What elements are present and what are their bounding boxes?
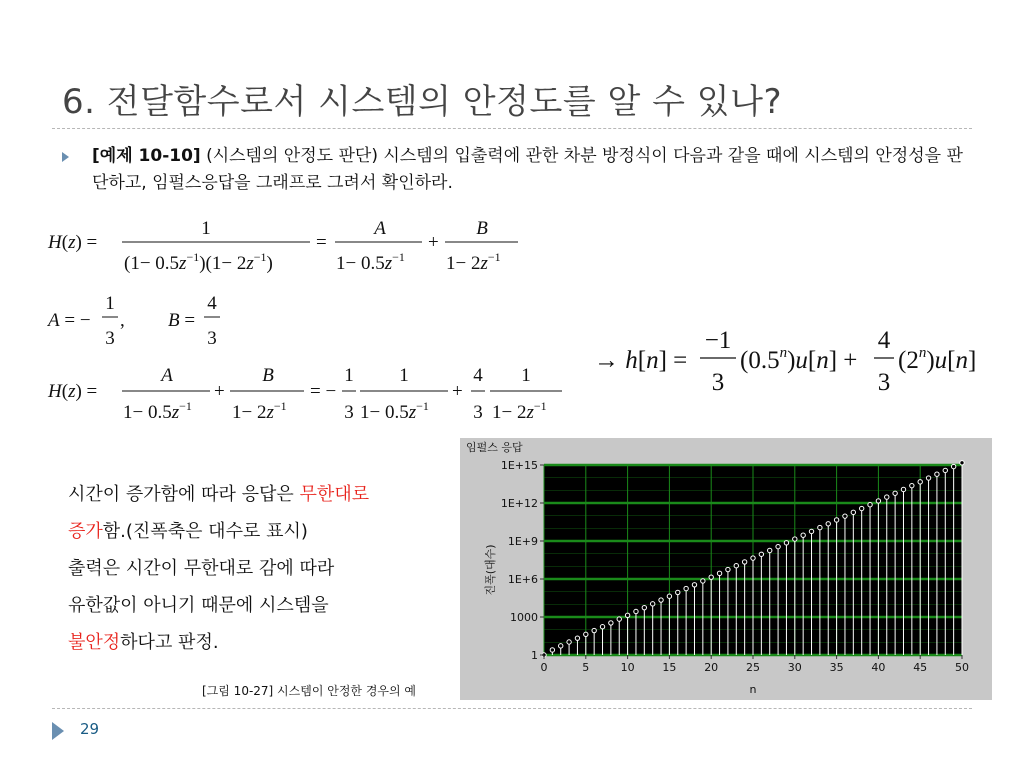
svg-text:B: B bbox=[476, 218, 488, 239]
stem-marker bbox=[868, 503, 872, 507]
stem-marker bbox=[759, 552, 763, 556]
observation-line-4: 유한값이 아니기 때문에 시스템을 bbox=[68, 595, 329, 616]
svg-text:1: 1 bbox=[344, 365, 354, 386]
stem-marker bbox=[575, 636, 579, 640]
title-divider bbox=[52, 128, 972, 129]
stem-marker bbox=[726, 567, 730, 571]
obs-line5-emphasis: 불안정 bbox=[68, 632, 121, 653]
x-tick-label: 45 bbox=[913, 661, 928, 674]
svg-text:4: 4 bbox=[207, 293, 217, 314]
y-tick-label: 1E+6 bbox=[507, 573, 538, 586]
stem-marker bbox=[701, 579, 705, 583]
equation-4 bbox=[590, 320, 1010, 400]
stem-marker bbox=[776, 544, 780, 548]
svg-text:=: = bbox=[316, 232, 327, 253]
svg-text:3: 3 bbox=[344, 402, 354, 423]
stem-marker bbox=[717, 571, 721, 575]
stem-marker bbox=[584, 632, 588, 636]
obs-line2-plain: 함.(진폭축은 대수로 표시) bbox=[102, 521, 308, 542]
svg-text:1− 2z−1: $1- 2z^{-1}$ bbox=[232, 399, 287, 423]
stem-marker bbox=[650, 602, 654, 606]
stem-marker bbox=[734, 564, 738, 568]
x-tick-label: 50 bbox=[955, 661, 969, 674]
y-tick-label: 1E+9 bbox=[507, 535, 538, 548]
chart-x-axis-label: n bbox=[749, 683, 757, 696]
svg-text:→ h[n] =: → h[n] = bbox=[594, 347, 688, 374]
svg-text:B =: B = bbox=[168, 310, 196, 331]
stem-marker bbox=[834, 518, 838, 522]
stem-marker bbox=[818, 525, 822, 529]
example-label: [예제 10-10] bbox=[92, 146, 201, 166]
svg-text:(1− 0.5z−1)(1− 2z−1): $(1- 0.5z^{-1})(1- 2z^{-1})$ bbox=[124, 250, 273, 274]
svg-text:3: 3 bbox=[877, 369, 891, 396]
stem-marker bbox=[893, 491, 897, 495]
stem-marker bbox=[935, 472, 939, 476]
x-tick-label: 5 bbox=[582, 661, 590, 674]
svg-text:1: 1 bbox=[521, 365, 531, 386]
observation-line-2 bbox=[68, 513, 468, 550]
stem-marker bbox=[550, 648, 554, 652]
y-tick-label: 1 bbox=[531, 649, 538, 662]
stem-marker bbox=[659, 598, 663, 602]
stem-marker bbox=[684, 586, 688, 590]
svg-text:3: 3 bbox=[105, 328, 115, 349]
svg-text:A = −: A = − bbox=[48, 310, 91, 331]
bullet-triangle-icon bbox=[62, 152, 69, 162]
slide-title: 6. 전달함수로서 시스템의 안정도를 알 수 있나? bbox=[62, 82, 783, 122]
x-tick-label: 25 bbox=[746, 661, 760, 674]
obs-line5-plain: 하다고 판정. bbox=[120, 632, 219, 653]
stem-marker bbox=[634, 609, 638, 613]
x-tick-label: 30 bbox=[787, 661, 802, 674]
stem-marker bbox=[667, 594, 671, 598]
stem-marker bbox=[692, 583, 696, 587]
equation-block bbox=[40, 205, 600, 440]
page-triangle-icon bbox=[52, 722, 64, 740]
chart-title: 임펄스 응답 bbox=[466, 441, 523, 454]
x-tick-label: 20 bbox=[704, 661, 719, 674]
x-tick-label: 10 bbox=[620, 661, 635, 674]
y-tick-label: 1E+12 bbox=[500, 497, 538, 510]
svg-text:4: 4 bbox=[473, 365, 483, 386]
stem-marker bbox=[609, 621, 613, 625]
observation-line-3: 출력은 시간이 무한대로 감에 따라 bbox=[68, 558, 335, 579]
stem-marker bbox=[784, 541, 788, 545]
impulse-response-chart bbox=[460, 438, 992, 700]
footer-divider bbox=[52, 708, 972, 709]
obs-line2-emphasis: 증가 bbox=[68, 521, 103, 542]
observation-line-5 bbox=[68, 624, 468, 661]
bullet-text bbox=[92, 143, 967, 197]
figure-caption bbox=[202, 682, 416, 699]
stem-marker bbox=[625, 613, 629, 617]
stem-marker bbox=[943, 468, 947, 472]
svg-text:1: 1 bbox=[201, 218, 211, 239]
chart-y-axis-label: 진폭(대수) bbox=[484, 544, 497, 596]
svg-text:1− 0.5z−1: $1- 0.5z^{-1}$ bbox=[336, 250, 405, 274]
stem-marker bbox=[885, 495, 889, 499]
svg-text:,: , bbox=[120, 310, 125, 331]
caption-label: [그림 10-27] bbox=[202, 684, 274, 698]
equation-2 bbox=[46, 293, 220, 349]
example-description: (시스템의 안정도 판단) 시스템의 입출력에 관한 차분 방정식이 다음과 같을 때에 시스템의 안정성을 판단하고, 임펄스응답을 그래프로 그려서 확인하라. bbox=[92, 146, 963, 193]
svg-text:3: 3 bbox=[473, 402, 483, 423]
x-tick-label: 0 bbox=[540, 661, 548, 674]
stem-marker bbox=[951, 464, 955, 468]
svg-text:1: 1 bbox=[105, 293, 115, 314]
stem-marker bbox=[859, 506, 863, 510]
example-bullet bbox=[62, 143, 967, 197]
svg-text:1− 2z−1: $1- 2z^{-1}$ bbox=[492, 399, 547, 423]
stem-marker bbox=[617, 617, 621, 621]
x-tick-label: 40 bbox=[871, 661, 886, 674]
y-tick-label: 1000 bbox=[510, 611, 538, 624]
stem-marker bbox=[751, 556, 755, 560]
svg-text:H(z) =: H(z) = bbox=[48, 381, 98, 402]
stem-marker bbox=[809, 529, 813, 533]
x-tick-label: 35 bbox=[829, 661, 844, 674]
y-tick-label: 1E+15 bbox=[500, 459, 538, 472]
stem-marker bbox=[826, 522, 830, 526]
svg-text:A: A bbox=[161, 365, 173, 386]
caption-text: 시스템이 안정한 경우의 예 bbox=[273, 684, 417, 698]
stem-marker bbox=[918, 480, 922, 484]
equation-3 bbox=[47, 365, 562, 423]
page-number: 29 bbox=[80, 720, 100, 738]
svg-text:B: B bbox=[262, 365, 274, 386]
svg-text:3: 3 bbox=[207, 328, 217, 349]
stem-marker bbox=[910, 483, 914, 487]
x-tick-label: 15 bbox=[662, 661, 677, 674]
svg-text:4: 4 bbox=[877, 327, 891, 354]
svg-text:(2n)u[n]: (2$^n$)u[n] bbox=[898, 345, 977, 374]
stem-marker bbox=[768, 548, 772, 552]
svg-text:1− 0.5z−1: $1- 0.5z^{-1}$ bbox=[360, 399, 429, 423]
stem-marker bbox=[600, 625, 604, 629]
stem-marker bbox=[926, 476, 930, 480]
svg-text:1− 0.5z−1: $1- 0.5z^{-1}$ bbox=[123, 399, 192, 423]
obs-line1-plain: 시간이 증가함에 따라 응답은 bbox=[68, 484, 300, 505]
observation-text bbox=[68, 476, 468, 661]
svg-text:+: + bbox=[452, 381, 463, 402]
stem-marker bbox=[676, 590, 680, 594]
stem-marker bbox=[901, 487, 905, 491]
stem-marker bbox=[642, 605, 646, 609]
svg-text:A: A bbox=[374, 218, 386, 239]
observation-line-1 bbox=[68, 476, 468, 513]
stem-marker bbox=[793, 537, 797, 541]
svg-text:H(z) =: H(z) = bbox=[48, 232, 98, 253]
stem-marker bbox=[843, 514, 847, 518]
svg-text:+: + bbox=[214, 381, 225, 402]
svg-text:1− 2z−1: $1- 2z^{-1}$ bbox=[446, 250, 501, 274]
stem-marker bbox=[801, 533, 805, 537]
stem-marker bbox=[876, 499, 880, 503]
stem-marker bbox=[559, 644, 563, 648]
stem-marker bbox=[592, 628, 596, 632]
equation-1 bbox=[47, 218, 518, 274]
stem-marker bbox=[851, 510, 855, 514]
svg-text:= −: = − bbox=[310, 381, 337, 402]
stem-marker bbox=[960, 461, 964, 465]
svg-text:3: 3 bbox=[711, 369, 725, 396]
svg-text:(0.5n)u[n] +: $(0.5^n)u[n]$ + bbox=[740, 345, 858, 374]
obs-line1-emphasis: 무한대로 bbox=[299, 484, 370, 505]
stem-marker bbox=[567, 640, 571, 644]
stem-marker bbox=[709, 575, 713, 579]
svg-text:+: + bbox=[428, 232, 439, 253]
svg-text:1: 1 bbox=[399, 365, 409, 386]
svg-text:−1: −1 bbox=[704, 327, 732, 354]
stem-marker bbox=[742, 560, 746, 564]
